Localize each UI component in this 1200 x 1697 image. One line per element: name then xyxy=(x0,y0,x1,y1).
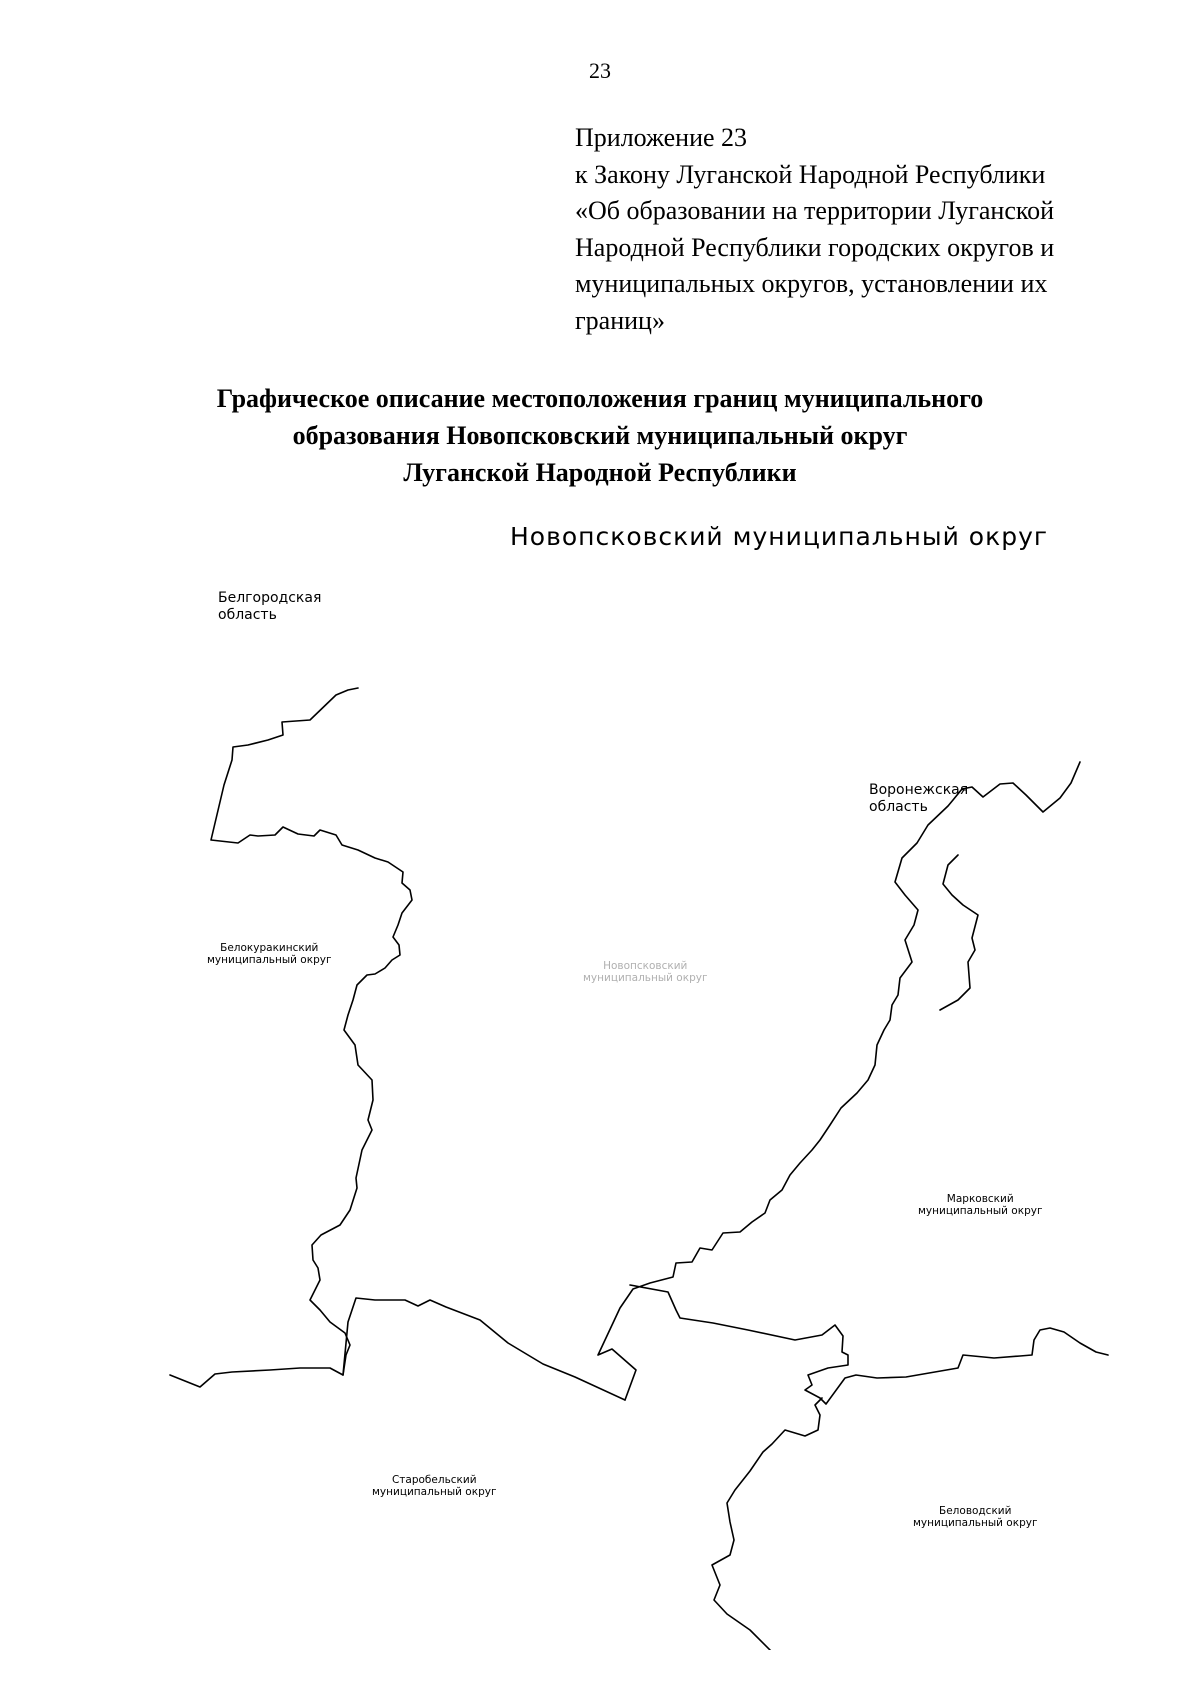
label-belovodsk-district xyxy=(913,1505,1037,1529)
label-line: муниципальный округ xyxy=(583,972,708,984)
southwest-boundary xyxy=(170,1298,625,1400)
label-line: Белгородская xyxy=(218,590,322,606)
label-novopskov-district xyxy=(583,960,707,984)
title-line: Графическое описание местоположения границ муниципального xyxy=(216,384,984,413)
label-line: муниципальный округ xyxy=(918,1205,1043,1217)
label-line: Беловодский xyxy=(939,1505,1012,1517)
label-line: муниципальный округ xyxy=(913,1517,1038,1529)
label-line: муниципальный округ xyxy=(207,954,332,966)
annex-line: Народной Республики городских округов и xyxy=(575,232,1055,262)
label-line: Белокуракинский xyxy=(220,942,319,954)
label-line: область xyxy=(218,607,277,623)
annex-line: границ» xyxy=(575,305,665,335)
label-voronezh-region xyxy=(869,782,968,816)
title-line: Луганской Народной Республики xyxy=(403,458,797,487)
novopskov-boundary xyxy=(211,688,412,1375)
annex-line: Приложение 23 xyxy=(575,123,748,152)
annex-line: муниципальных округов, установлении их xyxy=(575,269,1048,298)
markovka-boundary xyxy=(630,1285,1108,1404)
page-number: 23 xyxy=(589,58,611,83)
label-line: муниципальный округ xyxy=(372,1486,497,1498)
label-starobelsk-district xyxy=(372,1474,496,1498)
label-line: Старобельский xyxy=(391,1474,477,1486)
label-line: область xyxy=(869,799,928,815)
map-title: Новопсковский муниципальный округ xyxy=(510,522,1048,551)
belovodsk-boundary xyxy=(712,1398,822,1650)
annex-line: «Об образовании на территории Луганской xyxy=(575,196,1055,225)
label-line: Воронежская xyxy=(869,782,969,798)
east-inner-boundary xyxy=(940,855,978,1010)
title-line: образования Новопсковский муниципальный округ xyxy=(292,421,908,450)
label-line: Марковский xyxy=(946,1193,1014,1205)
label-markovka-district xyxy=(918,1193,1042,1217)
label-belokurakino-district xyxy=(207,942,331,966)
boundary-map xyxy=(0,490,1200,1650)
east-boundary xyxy=(598,762,1080,1400)
annex-header xyxy=(575,120,1135,339)
label-belgorod-region xyxy=(218,590,321,624)
document-title xyxy=(0,380,1200,491)
annex-line: к Закону Луганской Народной Республики xyxy=(575,159,1046,189)
label-line: Новопсковский xyxy=(603,960,688,972)
